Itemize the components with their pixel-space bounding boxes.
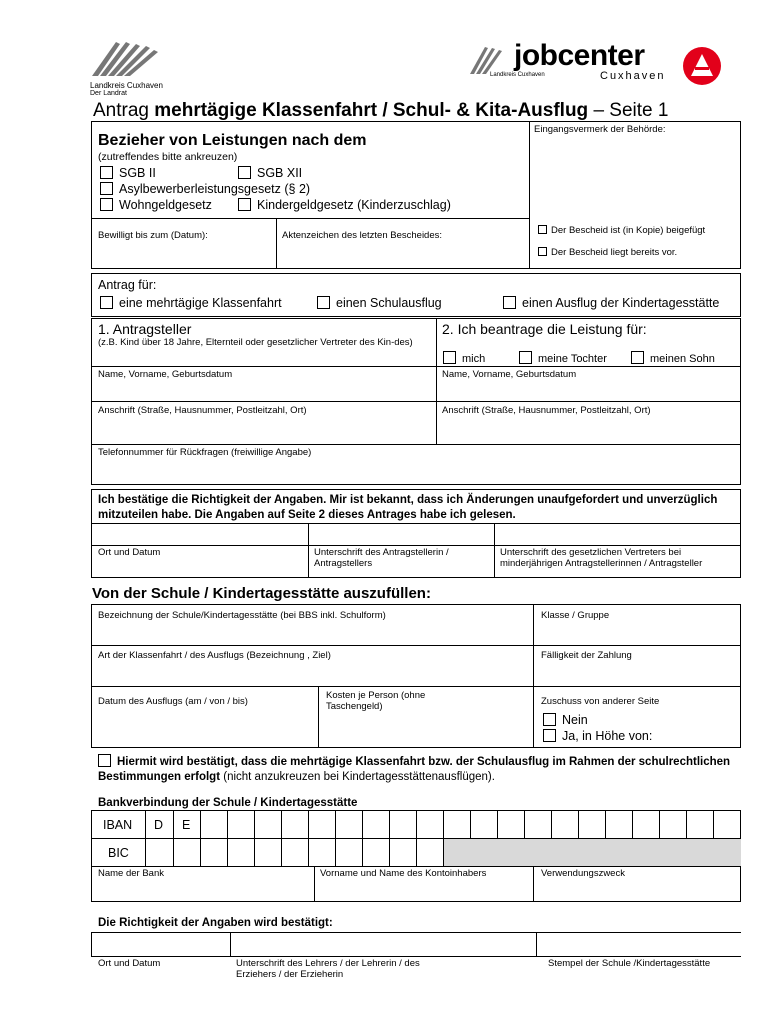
checkbox-sohn[interactable] <box>631 351 644 364</box>
option-tochter[interactable]: meine Tochter <box>519 351 607 365</box>
landkreis-logo <box>90 40 180 95</box>
schule-confirm[interactable]: Hiermit wird bestätigt, dass die mehrtägige Klassenfahrt bzw. der Schulausflug im Rahmen der schulrechtlichen Bestimmungen erfolgt (nicht anzukreuzen bei Kindertagesstättenausflügen). <box>98 756 731 783</box>
checkbox-kindergeld[interactable] <box>238 198 251 211</box>
klasse-field[interactable]: Klasse / Gruppe <box>541 610 610 621</box>
inhaber-field[interactable]: Vorname und Name des Kontoinhabers <box>320 868 487 879</box>
bank-heading: Bankverbindung der Schule / Kindertagesstätte <box>98 797 358 809</box>
checkbox-bescheid-vorliegend[interactable] <box>538 247 547 256</box>
checkbox-schule-confirm[interactable] <box>98 754 111 767</box>
jobcenter-name: jobcenter <box>514 39 645 72</box>
iban-label: IBAN <box>103 818 133 832</box>
jobcenter-city: Cuxhaven <box>600 70 666 82</box>
zuschuss-label: Zuschuss von anderer Seite <box>541 696 660 707</box>
page-title: Antrag mehrtägige Klassenfahrt / Schul- & Kita-Ausflug – Seite 1 <box>93 100 669 121</box>
bankname-field[interactable]: Name der Bank <box>98 868 165 879</box>
section1-hint: (zutreffendes bitte ankreuzen) <box>98 151 238 163</box>
option-schulausflug[interactable]: einen Schulausflug <box>317 296 442 311</box>
aktenzeichen-label: Aktenzeichen des letzten Bescheides: <box>282 230 443 241</box>
checkbox-wohngeld[interactable] <box>100 198 113 211</box>
declaration-sig-guardian[interactable]: Unterschrift des gesetzlichen Vertreters bei minderjährigen Antragstellerinnen / Antragsteller <box>500 547 703 569</box>
leistung-name-field[interactable]: Name, Vorname, Geburtsdatum <box>442 369 577 380</box>
antragsteller-address-field[interactable]: Anschrift (Straße, Hausnummer, Postleitzahl, Ort) <box>98 405 307 416</box>
declaration-sig-applicant[interactable]: Unterschrift des Antragstellerin / Antragstellers <box>314 547 449 569</box>
declaration-text: Ich bestätige die Richtigkeit der Angaben. Mir ist bekannt, dass ich Änderungen unaufgefordert und unverzüglich mitzuteilen habe. Die Angaben auf Seite 2 dieses Antrages habe ich gelesen. <box>98 494 718 521</box>
option-sohn[interactable]: meinen Sohn <box>631 351 715 365</box>
checkbox-ja[interactable] <box>543 729 556 742</box>
checkbox-kita-ausflug[interactable] <box>503 296 516 309</box>
antrag-label: Antrag für: <box>98 278 157 292</box>
schule-bezeichnung-field[interactable]: Bezeichnung der Schule/Kindertagesstätte (bei BBS inkl. Schulform) <box>98 610 386 621</box>
option-kindergeld[interactable]: Kindergeldgesetz (Kinderzuschlag) <box>238 198 451 213</box>
art-field[interactable]: Art der Klassenfahrt / des Ausflugs (Bezeichnung , Ziel) <box>98 650 331 661</box>
phone-field[interactable]: Telefonnummer für Rückfragen (freiwillige Angabe) <box>98 447 312 458</box>
option-wohngeld[interactable]: Wohngeldgesetz <box>100 198 212 213</box>
schule-heading: Von der Schule / Kindertagesstätte auszufüllen: <box>92 585 431 602</box>
landkreis-name: Landkreis Cuxhaven <box>90 81 163 90</box>
antragsteller-heading: 1. Antragsteller <box>98 321 192 337</box>
option-mich[interactable]: mich <box>443 351 485 365</box>
kosten-field[interactable]: Kosten je Person (ohne Taschengeld) <box>326 690 426 712</box>
arbeitsagentur-icon <box>682 46 722 86</box>
option-sgb12[interactable]: SGB XII <box>238 166 302 181</box>
bescheid-vorliegend[interactable]: Der Bescheid liegt bereits vor. <box>538 247 677 258</box>
leistung-address-field[interactable]: Anschrift (Straße, Hausnummer, Postleitzahl, Ort) <box>442 405 651 416</box>
checkbox-asyl[interactable] <box>100 182 113 195</box>
bic-grey-cell <box>443 838 741 866</box>
zweck-field[interactable]: Verwendungszweck <box>541 868 625 879</box>
bic-label: BIC <box>108 846 129 860</box>
checkbox-sgb12[interactable] <box>238 166 251 179</box>
iban-e: E <box>182 818 191 832</box>
checkbox-klassenfahrt[interactable] <box>100 296 113 309</box>
antragsteller-hint: (z.B. Kind über 18 Jahre, Elternteil oder gesetzlicher Vertreter des Kin-des) <box>98 337 413 348</box>
landkreis-stripes-icon <box>90 40 180 76</box>
iban-d: D <box>154 818 164 832</box>
checkbox-nein[interactable] <box>543 713 556 726</box>
final-sig-teacher[interactable]: Unterschrift des Lehrers / der Lehrerin / des Erziehers / der Erzieherin <box>236 958 420 980</box>
checkbox-sgb2[interactable] <box>100 166 113 179</box>
jobcenter-small: Landkreis Cuxhaven <box>490 72 545 78</box>
antragsteller-name-field[interactable]: Name, Vorname, Geburtsdatum <box>98 369 233 380</box>
schule-box <box>91 604 741 748</box>
final-heading: Die Richtigkeit der Angaben wird bestätigt: <box>98 917 333 929</box>
declaration-ort-datum[interactable]: Ort und Datum <box>98 547 161 558</box>
final-ort-datum[interactable]: Ort und Datum <box>98 958 161 969</box>
section1-heading: Bezieher von Leistungen nach dem <box>98 132 367 149</box>
checkbox-schulausflug[interactable] <box>317 296 330 309</box>
jobcenter-logo <box>470 39 740 88</box>
option-ja[interactable]: Ja, in Höhe von: <box>543 729 652 744</box>
option-kita-ausflug[interactable]: einen Ausflug der Kindertagesstätte <box>503 296 719 311</box>
faelligkeit-field[interactable]: Fälligkeit der Zahlung <box>541 650 632 661</box>
option-sgb2[interactable]: SGB II <box>100 166 156 181</box>
option-asyl[interactable]: Asylbewerberleistungsgesetz (§ 2) <box>100 182 310 197</box>
final-stempel[interactable]: Stempel der Schule /Kindertagesstätte <box>548 958 711 969</box>
checkbox-bescheid-kopie[interactable] <box>538 225 547 234</box>
jobcenter-stripes-icon <box>470 46 510 74</box>
landkreis-sub: Der Landrat <box>90 90 127 97</box>
bescheid-kopie[interactable]: Der Bescheid ist (in Kopie) beigefügt <box>538 225 705 236</box>
eingangsvermerk-label: Eingangsvermerk der Behörde: <box>534 124 666 135</box>
leistung-heading: 2. Ich beantrage die Leistung für: <box>442 321 647 337</box>
option-klassenfahrt[interactable]: eine mehrtägige Klassenfahrt <box>100 296 282 311</box>
checkbox-mich[interactable] <box>443 351 456 364</box>
datum-field[interactable]: Datum des Ausflugs (am / von / bis) <box>98 696 248 707</box>
bewilligt-label: Bewilligt bis zum (Datum): <box>98 230 208 241</box>
option-nein[interactable]: Nein <box>543 713 588 728</box>
checkbox-tochter[interactable] <box>519 351 532 364</box>
